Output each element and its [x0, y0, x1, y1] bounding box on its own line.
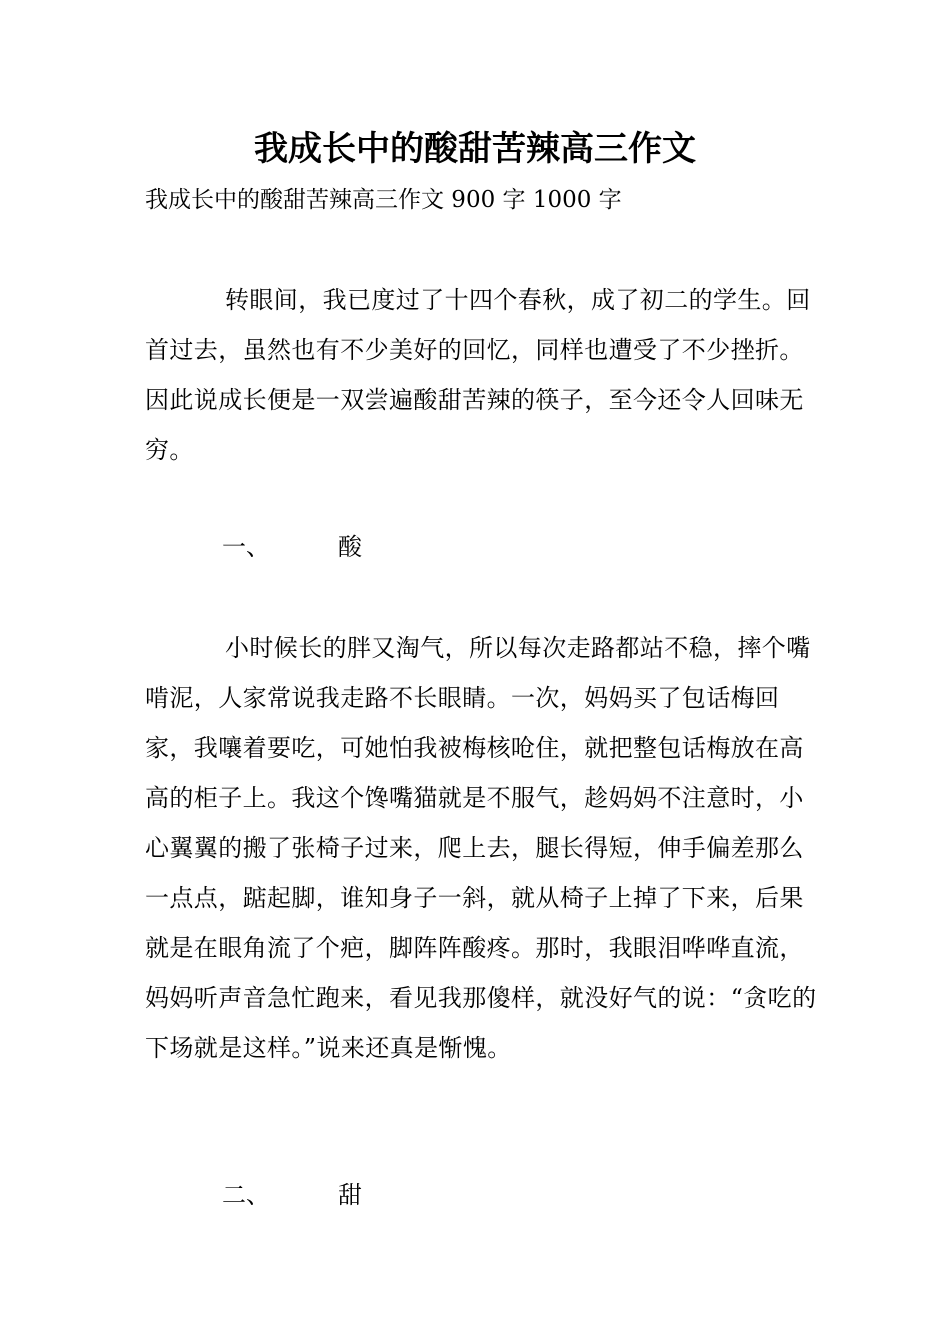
- section-heading-text: 酸: [338, 533, 362, 561]
- document-title: 我成长中的酸甜苦辣高三作文: [254, 129, 696, 169]
- section-number: 二、: [222, 1181, 270, 1209]
- section-number: 一、: [222, 533, 270, 561]
- document-subtitle: 我成长中的酸甜苦辣高三作文 900 字 1000 字: [145, 187, 622, 213]
- intro-paragraph: 转眼间，我已度过了十四个春秋，成了初二的学生。回首过去，虽然也有不少美好的回忆，同样也遭受了不少挫折。因此说成长便是一双尝遍酸甜苦辣的筷子，至今还令人回味无穷。: [145, 286, 811, 464]
- section-heading-sour: [222, 527, 362, 567]
- section-body-sour: 小时候长的胖又淘气，所以每次走路都站不稳，摔个嘴啃泥，人家常说我走路不长眼睛。一次，妈妈买了包话梅回家，我嚷着要吃，可她怕我被梅核呛住，就把整包话梅放在高高的柜子上。我这个馋嘴猫就是不服气，趁妈妈不注意时，小心翼翼的搬了张椅子过来，爬上去，腿长得短，伸手偏差那么一点点，踮起脚，谁知身子一斜，就从椅子上掉了下来，后果就是在眼角流了个疤，脚阵阵酸疼。那时，我眼泪哗哗直流，妈妈听声音急忙跑来，看见我那傻样，就没好气的说：“贪吃的下场就是这样。”说来还真是惭愧。: [145, 634, 817, 1062]
- section-heading-text: 甜: [338, 1181, 362, 1209]
- section-heading-sweet: [222, 1175, 362, 1215]
